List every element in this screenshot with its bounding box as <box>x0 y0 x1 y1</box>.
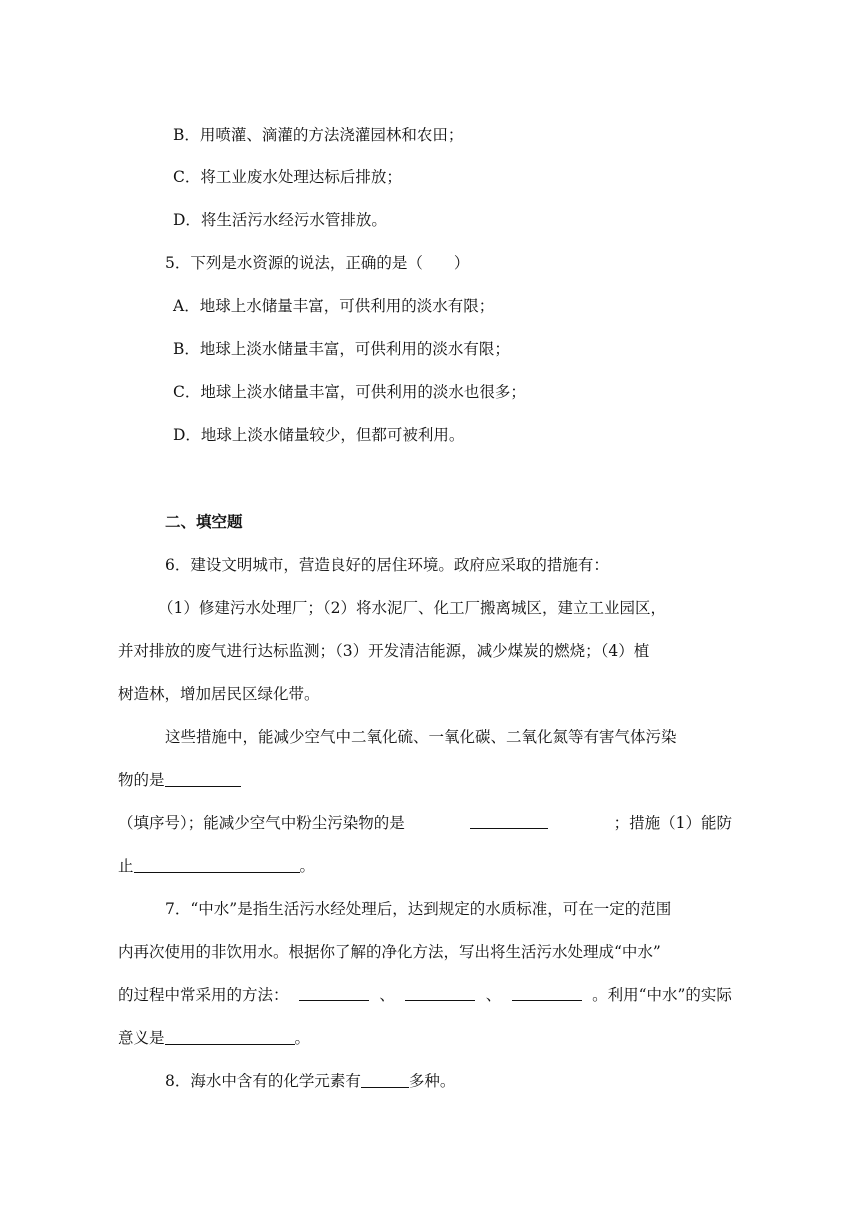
q4-option-b: B．用喷灌、滴灌的方法浇灌园林和农田； <box>173 126 464 144</box>
q7-separator-2: 、 <box>485 986 502 1004</box>
q7-blank-3[interactable] <box>512 984 582 1001</box>
q4-option-c: C．将工业废水处理达标后排放； <box>173 168 402 186</box>
q7-line4-part1: 意义是 <box>118 1029 165 1047</box>
q7-line-1: 7．“中水”是指生活污水经处理后，达到规定的水质标准，可在一定的范围 <box>165 900 672 918</box>
q7-line-3 <box>118 984 732 1006</box>
q6-paragraph-line-4 <box>118 855 315 877</box>
q7-line3-part2: 。利用“中水”的实际 <box>592 986 732 1004</box>
q6-paragraph-text: 物的是 <box>118 771 165 789</box>
q8-part1: 8．海水中含有的化学元素有 <box>165 1072 361 1090</box>
q6-blank-3[interactable] <box>134 856 300 873</box>
q6-blank-1[interactable] <box>165 770 241 787</box>
q6-paragraph-line-2 <box>118 769 241 791</box>
section-heading-fill-in: 二、填空题 <box>165 512 243 531</box>
q6-stem: 6．建设文明城市，营造良好的居住环境。政府应采取的措施有： <box>165 556 609 574</box>
q6-line4-part1: 止 <box>118 857 134 875</box>
q7-line4-part2: 。 <box>294 1029 311 1047</box>
q5-option-a: A．地球上水储量丰富，可供利用的淡水有限； <box>173 297 495 315</box>
q7-blank-4[interactable] <box>165 1028 295 1045</box>
q7-line3-part1: 的过程中常采用的方法： <box>118 986 289 1004</box>
q7-blank-2[interactable] <box>405 984 475 1001</box>
q7-blank-1[interactable] <box>299 984 369 1001</box>
q6-blank-2[interactable] <box>470 812 548 829</box>
q5-option-c: C．地球上淡水储量丰富，可供利用的淡水也很多； <box>173 383 526 401</box>
q7-separator-1: 、 <box>379 986 395 1004</box>
q6-paragraph-line-3 <box>118 812 732 834</box>
q4-option-d: D．将生活污水经污水管排放。 <box>173 211 387 229</box>
q8-part2: 多种。 <box>408 1072 456 1090</box>
q5-stem: 5．下列是水资源的说法，正确的是（ ） <box>165 254 470 272</box>
q7-line-4 <box>118 1027 310 1049</box>
q7-line-2: 内再次使用的非饮用水。根据你了解的净化方法，写出将生活污水处理成“中水” <box>118 943 661 961</box>
q6-measures-line-3: 树造林，增加居民区绿化带。 <box>118 685 320 703</box>
q6-line4-part2: 。 <box>299 857 316 875</box>
q5-option-d: D．地球上淡水储量较少，但都可被利用。 <box>173 426 465 444</box>
q6-measures-line-2: 并对排放的废气进行达标监测；（3）开发清洁能源，减少煤炭的燃烧；（4）植 <box>118 642 650 660</box>
q6-line3-part1: （填序号）；能减少空气中粉尘污染物的是 <box>118 814 405 832</box>
q8-line <box>165 1070 455 1092</box>
q6-line3-part2: ；措施（1）能防 <box>613 814 732 832</box>
q5-option-b: B．地球上淡水储量丰富，可供利用的淡水有限； <box>173 340 510 358</box>
q6-measures-line-1: （1）修建污水处理厂；（2）将水泥厂、化工厂搬离城区，建立工业园区， <box>158 599 666 617</box>
q8-blank[interactable] <box>361 1071 409 1088</box>
q6-paragraph-line-1: 这些措施中，能减少空气中二氧化硫、一氧化碳、二氧化氮等有害气体污染 <box>165 728 677 746</box>
